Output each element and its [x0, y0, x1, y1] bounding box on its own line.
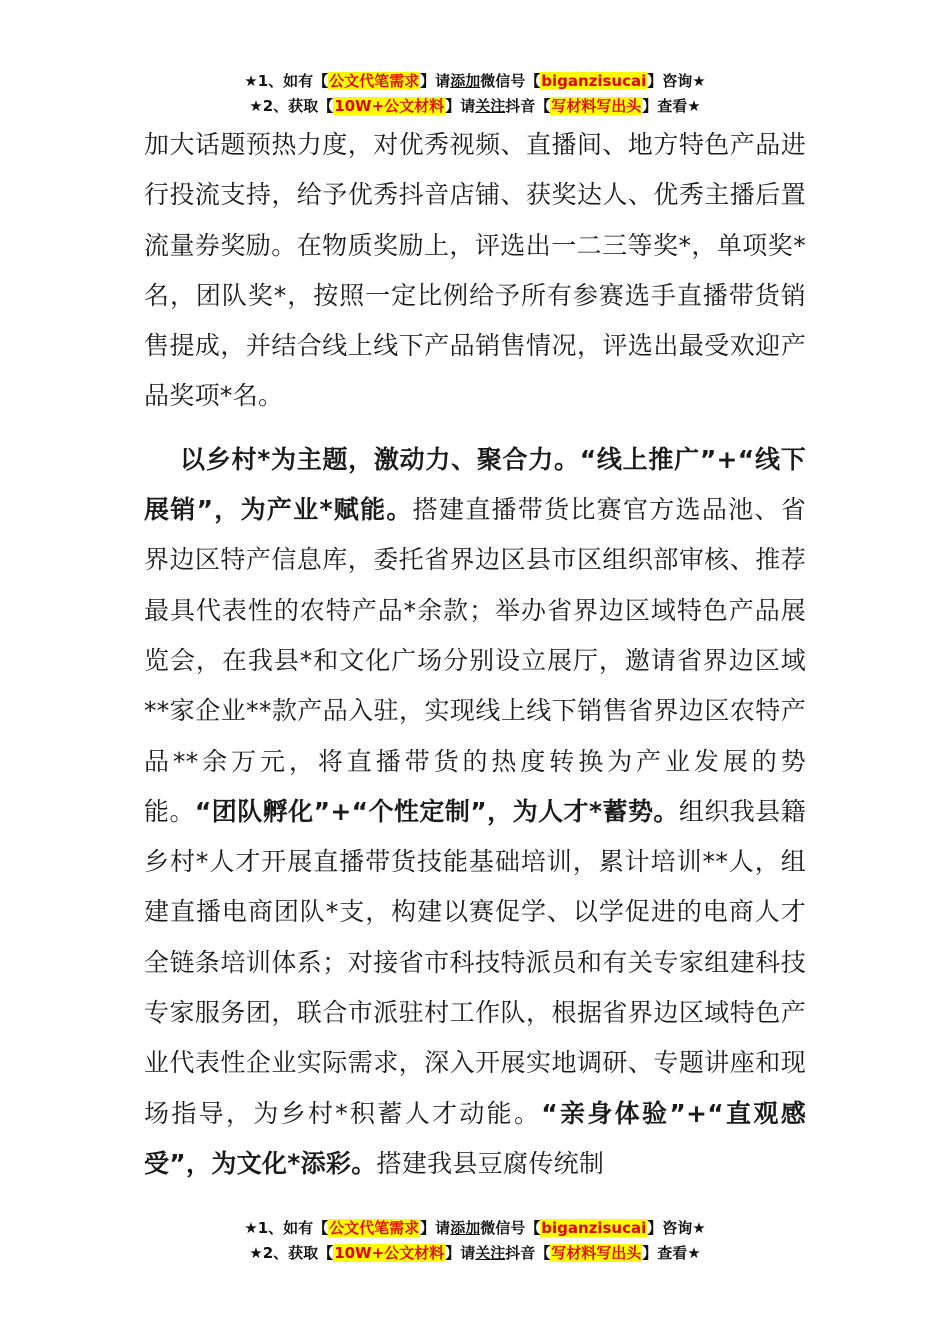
paragraph-1: 加大话题预热力度，对优秀视频、直播间、地方特色产品进行投流支持，给予优秀抖音店铺、获奖达人、优秀主播后置流量券奖励。在物质奖励上，评选出一二三等奖*，单项奖*名，团队奖*，按照一定比例给予所有参赛选手直播带货销售提成，并结合线上线下产品销售情况，评选出最受欢迎产品奖项*名。	[144, 130, 806, 411]
banner-text: 抖音【	[505, 97, 551, 115]
banner-highlight: 公文代笔需求	[329, 72, 420, 90]
banner-line-2	[0, 1241, 950, 1266]
banner-line-2	[0, 94, 950, 119]
banner-text: 】查看★	[642, 1244, 701, 1262]
banner-text: 】查看★	[642, 97, 701, 115]
document-body	[144, 120, 806, 1189]
paragraph-2	[144, 435, 806, 1189]
banner-text: 】请	[445, 1244, 476, 1262]
bold-heading-3: “亲身体验”+“直观感受”，为文化*添彩。	[144, 1098, 806, 1178]
header-banner	[0, 69, 950, 119]
banner-highlight: 写材料写出头	[551, 97, 642, 115]
banner-text: 】请	[445, 97, 476, 115]
banner-text: 】请	[420, 1219, 451, 1237]
footer-banner	[0, 1216, 950, 1266]
banner-highlight: 10W+公文材料	[334, 1244, 445, 1262]
banner-text: 微信号【	[480, 72, 541, 90]
banner-highlight: 10W+公文材料	[334, 97, 445, 115]
banner-text: 微信号【	[480, 1219, 541, 1237]
banner-text: ★1、如有【	[244, 72, 329, 90]
banner-text: 抖音【	[505, 1244, 551, 1262]
banner-underlined: 关注	[475, 1244, 506, 1262]
bold-heading-2: “团队孵化”+“个性定制”，为人才*蓄势。	[194, 796, 679, 826]
banner-line-1	[0, 1216, 950, 1241]
banner-text: 】请	[420, 72, 451, 90]
banner-underlined: 关注	[475, 97, 506, 115]
banner-line-1	[0, 69, 950, 94]
paragraph-text-3: 搭建我县豆腐传统制	[376, 1148, 605, 1178]
banner-text: ★2、获取【	[249, 1244, 334, 1262]
paragraph-text-1: 搭建直播带货比赛官方选品池、省界边区特产信息库，委托省界边区县市区组织部审核、推荐最具代表性的农特产品*余款；举办省界边区域特色产品展览会，在我县*和文化广场分别设立展厅，邀请省界边区域**家企业**款产品入驻，实现线上线下销售省界边区农特产品**余万元，将直播带货的热度转换为产业发展的势能。	[144, 495, 806, 826]
banner-highlight: 写材料写出头	[551, 1244, 642, 1262]
banner-highlight: biganzisucai	[541, 1219, 647, 1237]
banner-underlined: 添加	[450, 72, 481, 90]
banner-text: 】咨询★	[647, 1219, 706, 1237]
paragraph-text-2: 组织我县籍乡村*人才开展直播带货技能基础培训，累计培训**人，组建直播电商团队*支，构建以赛促学、以学促进的电商人才全链条培训体系；对接省市科技特派员和有关专家组建科技专家服务团，联合市派驻村工作队，根据省界边区域特色产业代表性企业实际需求，深入开展实地调研、专题讲座和现场指导，为乡村*积蓄人才动能。	[144, 796, 807, 1128]
banner-highlight: biganzisucai	[541, 72, 647, 90]
banner-text: ★1、如有【	[244, 1219, 329, 1237]
banner-highlight: 公文代笔需求	[329, 1219, 420, 1237]
bold-heading-1: 以乡村*为主题，激动力、聚合力。“线上推广”+“线下展销”，为产业*赋能。	[144, 444, 806, 525]
banner-underlined: 添加	[450, 1219, 481, 1237]
banner-text: ★2、获取【	[249, 97, 334, 115]
banner-text: 】咨询★	[647, 72, 706, 90]
